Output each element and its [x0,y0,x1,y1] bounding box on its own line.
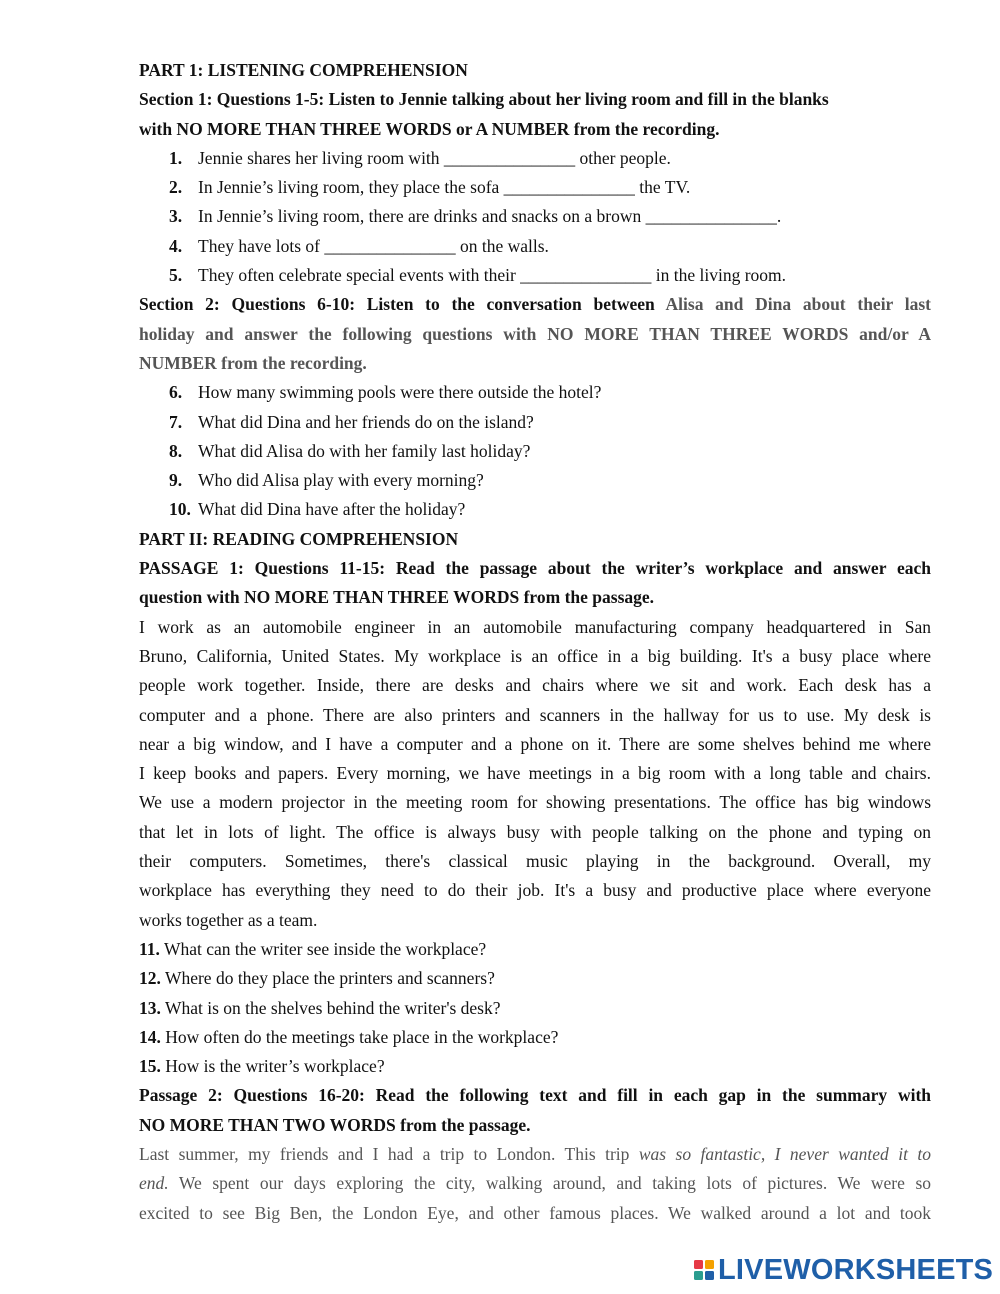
question-item: 12. Where do they place the printers and scanners? [139,968,495,989]
passage2-instructions-line1: Passage 2: Questions 16-20: Read the following text and fill in each gap in the summary with [139,1085,931,1106]
passage-line: works together as a team. [139,909,318,930]
section2-question-list [139,378,931,524]
question-text: How often do the meetings take place in the workplace? [165,1026,559,1047]
question-item: 3. In Jennie’s living room, there are drinks and snacks on a brown _______________. [139,202,931,231]
passage2-text [139,1140,931,1228]
question-text: What did Alisa do with her family last holiday? [198,440,531,461]
passage-line: workplace has everything they need to do their job. It's a busy and productive place where everyone [139,880,931,901]
question-text: In Jennie’s living room, there are drinks and snacks on a brown _______________. [198,206,782,227]
passage-line: Last summer, my friends and I had a trip to London. This trip was so fantastic, I never wanted it to [139,1143,931,1164]
logo-wordmark: LIVEWORKSHEETS [718,1253,994,1286]
passage-line: that let in lots of light. The office is always busy with people talking on the phone and typing on [139,821,931,842]
question-text: How is the writer’s workplace? [165,1056,385,1077]
question-item: 8. What did Alisa do with her family last holiday? [139,437,931,466]
question-item: 7. What did Dina and her friends do on the island? [139,408,931,437]
question-item: 6. How many swimming pools were there outside the hotel? [139,378,931,407]
passage-line: I work as an automobile engineer in an automobile manufacturing company headquartered in San [139,616,931,637]
question-text: They have lots of _______________ on the walls. [198,235,549,256]
question-item: 9. Who did Alisa play with every morning? [139,466,931,495]
passage-line: their computers. Sometimes, there's classical music playing in the background. Overall, my [139,851,931,872]
passage1-text [139,613,931,935]
part1-heading: PART 1: LISTENING COMPREHENSION [139,60,468,80]
question-item: 2. In Jennie’s living room, they place the sofa _______________ the TV. [139,173,931,202]
question-text: How many swimming pools were there outside the hotel? [198,382,602,403]
question-text: What is on the shelves behind the writer's desk? [164,997,501,1018]
question-item: 4. They have lots of _______________ on the walls. [139,232,931,261]
question-text: They often celebrate special events with their _______________ in the living room. [198,265,787,286]
passage-line: I keep books and papers. Every morning, we have meetings in a big room with a long table and chairs. [139,763,931,784]
passage1-instructions-line2: question with NO MORE THAN THREE WORDS from the passage. [139,587,655,608]
question-text: Where do they place the printers and scanners? [164,968,495,989]
section1-question-list [139,144,931,290]
passage1-instructions-line1: PASSAGE 1: Questions 11-15: Read the passage about the writer’s workplace and answer each [139,558,931,579]
section1-instructions-line1: Section 1: Questions 1-5: Listen to Jennie talking about her living room and fill in the blanks [139,89,829,110]
part2-heading: PART II: READING COMPREHENSION [139,528,459,549]
question-text: What did Dina and her friends do on the island? [198,411,534,432]
passage-line: excited to see Big Ben, the London Eye, and other famous places. We walked around a lot and took [139,1202,931,1223]
section1-instructions-line2: with NO MORE THAN THREE WORDS or A NUMBER from the recording. [139,118,720,139]
liveworksheets-logo-icon [693,1258,715,1282]
question-item: 13. What is on the shelves behind the writer's desk? [139,997,501,1018]
question-text: Jennie shares her living room with _______________ other people. [198,147,671,168]
section2-instructions-line3: NUMBER from the recording. [139,352,367,373]
question-text: What can the writer see inside the workplace? [163,938,487,959]
section2-instructions-line1: Section 2: Questions 6-10: Listen to the conversation between Alisa and Dina about their last [139,294,931,315]
passage-line: end. We spent our days exploring the city, walking around, and taking lots of pictures. We were so [139,1173,932,1194]
passage-line: near a big window, and I have a computer and a phone on it. There are some shelves behind me where [139,733,931,754]
question-text: In Jennie’s living room, they place the sofa _______________ the TV. [198,177,691,198]
question-item: 15. How is the writer’s workplace? [139,1056,385,1077]
section2-instructions-line2: holiday and answer the following questions with NO MORE THAN THREE WORDS and/or A [139,323,931,344]
question-text: What did Dina have after the holiday? [198,499,466,520]
passage1-question-list [139,935,931,1081]
passage-line: people work together. Inside, there are desks and chairs where we sit and work. Each desk has a [139,675,931,696]
question-item: 5. They often celebrate special events with their _______________ in the living room. [139,261,931,290]
question-item: 1. Jennie shares her living room with _______________ other people. [139,144,931,173]
passage-line: We use a modern projector in the meeting room for showing presentations. The office has big windows [139,792,931,813]
question-item: 10. What did Dina have after the holiday? [139,495,931,524]
passage-line: computer and a phone. There are also printers and scanners in the hallway for us to use. My desk is [139,704,931,725]
question-item: 14. How often do the meetings take place in the workplace? [139,1026,559,1047]
passage-line: Bruno, California, United States. My workplace is an office in a big building. It's a busy place where [139,645,931,666]
liveworksheets-logo[interactable] [693,1255,993,1285]
question-item: 11. What can the writer see inside the workplace? [139,938,487,959]
worksheet-page [139,56,931,1228]
passage2-instructions-line2: NO MORE THAN TWO WORDS from the passage. [139,1114,531,1135]
question-text: Who did Alisa play with every morning? [198,470,484,491]
